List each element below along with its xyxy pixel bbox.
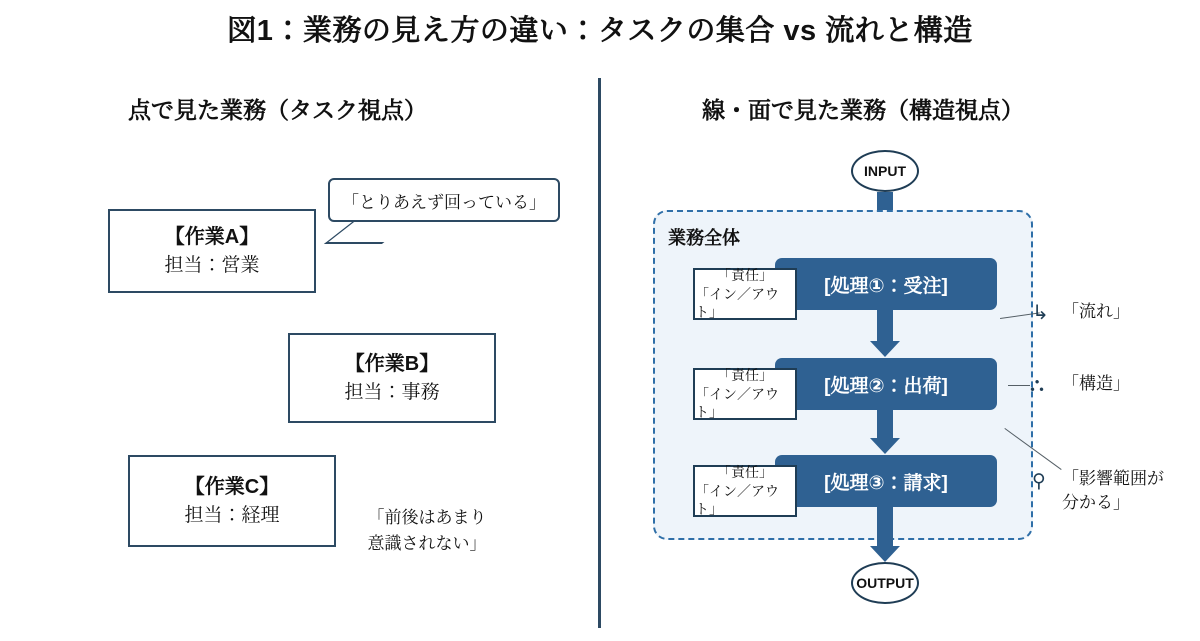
- callout-impact-line1: 「影響範囲が: [1062, 469, 1164, 488]
- arrow-flow-icon: ↳: [1032, 302, 1049, 324]
- responsibility-3-line2: 「イン／アウト」: [695, 482, 779, 518]
- right-column-heading: 線・面で見た業務（構造視点）: [702, 97, 1024, 123]
- arrow-process2-to-process3: [877, 410, 893, 439]
- callout-flow-label: 「流れ」: [1062, 302, 1130, 321]
- task-c-owner: 担当：経理: [184, 504, 280, 526]
- left-column-heading: 点で見た業務（タスク視点）: [128, 97, 427, 123]
- structure-tree-icon: ⛬: [1030, 374, 1044, 396]
- task-box-c: [128, 455, 336, 547]
- task-a-owner: 担当：営業: [164, 254, 260, 276]
- input-node: INPUT: [851, 150, 919, 192]
- callout-impact-label: [1062, 467, 1180, 515]
- responsibility-2-line1: 「責任」: [717, 366, 773, 383]
- callout-structure-label: 「構造」: [1062, 374, 1130, 393]
- task-b-owner: 担当：事務: [344, 381, 440, 403]
- magnifier-icon: ⚲: [1032, 471, 1046, 492]
- responsibility-1-line2: 「イン／アウト」: [695, 285, 779, 321]
- column-divider: [598, 78, 601, 628]
- speech-bubble: [328, 178, 560, 222]
- speech-bubble-text: 「とりあえず回っている」: [342, 192, 546, 212]
- task-b-name: 【作業B】: [344, 352, 440, 375]
- task-c-name: 【作業C】: [184, 475, 280, 498]
- page-title: 図1：業務の見え方の違い：タスクの集合 vs 流れと構造: [227, 15, 973, 47]
- responsibility-box-2: [693, 368, 797, 420]
- responsibility-2-line2: 「イン／アウト」: [695, 385, 779, 421]
- process-box-2: [処理②：出荷]: [775, 358, 997, 410]
- process-box-1: [処理①：受注]: [775, 258, 997, 310]
- arrow-process1-to-process2: [877, 310, 893, 342]
- responsibility-box-1: [693, 268, 797, 320]
- task-a-name: 【作業A】: [164, 225, 260, 248]
- task-c-note: [352, 505, 502, 556]
- task-c-note-line1: 「前後はあまり: [367, 508, 487, 527]
- responsibility-box-3: [693, 465, 797, 517]
- task-c-note-line2: 意識されない」: [367, 533, 487, 553]
- callout-impact-line2: 分かる」: [1062, 492, 1130, 512]
- responsibility-1-line1: 「責任」: [717, 266, 773, 283]
- arrow-process3-to-output: [877, 507, 893, 547]
- leader-line-structure: [1008, 385, 1030, 386]
- process-container-label: 業務全体: [668, 228, 740, 248]
- task-box-b: [288, 333, 496, 423]
- output-node: OUTPUT: [851, 562, 919, 604]
- process-box-3: [処理③：請求]: [775, 455, 997, 507]
- task-box-a: [108, 209, 316, 293]
- responsibility-3-line1: 「責任」: [717, 463, 773, 480]
